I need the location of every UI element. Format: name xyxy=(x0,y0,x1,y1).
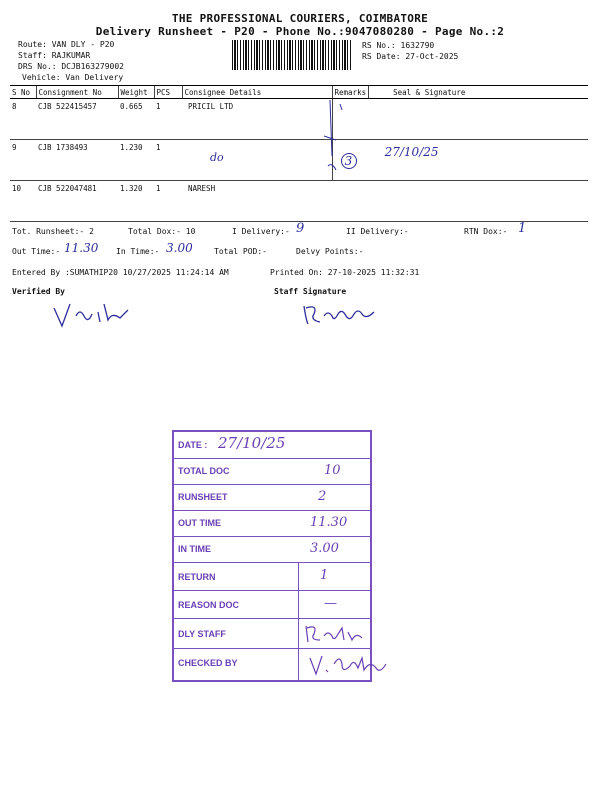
column-header: Remarks xyxy=(332,86,369,99)
runsheet-table xyxy=(10,85,588,222)
vehicle: Vehicle: Van Delivery xyxy=(22,73,124,82)
rtn-dox-handwritten: 1 xyxy=(518,221,527,236)
stamp-row xyxy=(174,562,370,591)
entered-by: Entered By :SUMATHIP20 10/27/2025 11:24:14 AM xyxy=(12,268,229,277)
column-header: Consignment No xyxy=(36,86,118,99)
cell-consignee xyxy=(182,140,332,181)
out-time: Out Time:- xyxy=(12,247,61,256)
cell-signature xyxy=(369,99,588,140)
cell-consignment: CJB 1738493 xyxy=(36,140,118,181)
stamp-row xyxy=(174,536,370,563)
verified-signature xyxy=(50,298,140,332)
cell-pcs: 1 xyxy=(154,181,182,222)
cell-sno: 9 xyxy=(10,140,36,181)
runsheet-subtitle: Delivery Runsheet - P20 - Phone No.:9047080280 - Page No.:2 xyxy=(95,25,505,38)
cell-consignee: PRICIL LTD xyxy=(182,99,332,140)
column-header: PCS xyxy=(154,86,182,99)
cell-weight: 1.230 xyxy=(118,140,154,181)
route: Route: VAN DLY - P20 xyxy=(18,40,115,49)
table-row xyxy=(10,181,588,222)
cell-signature xyxy=(369,140,588,181)
stamp-value: 10 xyxy=(324,463,341,478)
rtn-dox: RTN Dox:- xyxy=(464,227,508,236)
total-dox: Total Dox:- 10 xyxy=(128,227,196,236)
cell-consignment: CJB 522415457 xyxy=(36,99,118,140)
stamp-label: RUNSHEET xyxy=(178,492,228,502)
stamp-checked-signature xyxy=(306,650,396,680)
handwritten-signature-date: 27/10/25 xyxy=(384,145,439,159)
stamp-label: IN TIME xyxy=(178,544,211,554)
handwritten-remark: 3 xyxy=(341,153,357,169)
printed-on: Printed On: 27-10-2025 11:32:31 xyxy=(270,268,420,277)
remarks-handwriting xyxy=(318,96,378,206)
handwritten-ditto: do xyxy=(210,151,224,164)
stamp-label: RETURN xyxy=(178,572,216,582)
cell-sno: 8 xyxy=(10,99,36,140)
stamp-row xyxy=(174,458,370,485)
cell-weight: 0.665 xyxy=(118,99,154,140)
ii-delivery: II Delivery:- xyxy=(346,227,409,236)
column-header: Weight xyxy=(118,86,154,99)
stamp-row xyxy=(174,484,370,511)
cell-pcs: 1 xyxy=(154,99,182,140)
i-delivery: I Delivery:- xyxy=(232,227,290,236)
column-header: S No xyxy=(10,86,36,99)
stamp-label: REASON DOC xyxy=(178,600,240,610)
stamp-value: 2 xyxy=(318,489,327,504)
cell-weight: 1.320 xyxy=(118,181,154,222)
staff-signature xyxy=(300,300,390,328)
cell-signature xyxy=(369,181,588,222)
stamp-dly-staff-signature xyxy=(302,622,366,646)
staff-signature-label: Staff Signature xyxy=(274,287,347,296)
stamp-row xyxy=(174,648,370,680)
delvy-points: Delvy Points:- xyxy=(296,247,364,256)
cell-consignment: CJB 522047481 xyxy=(36,181,118,222)
table-row xyxy=(10,140,588,181)
stamp-date-value: 27/10/25 xyxy=(218,434,286,452)
stamp-value: — xyxy=(324,596,337,611)
stamp-date-label: DATE : xyxy=(178,440,208,450)
stamp-row xyxy=(174,618,370,649)
in-time: In Time:- xyxy=(116,247,160,256)
tot-runsheet: Tot. Runsheet:- 2 xyxy=(12,227,94,236)
verified-by-label: Verified By xyxy=(12,287,65,296)
stamp-label: OUT TIME xyxy=(178,518,221,528)
delivery-stamp xyxy=(172,430,372,682)
total-pod: Total POD:- xyxy=(214,247,267,256)
stamp-value: 3.00 xyxy=(310,541,339,556)
out-time-handwritten: 11.30 xyxy=(64,241,99,255)
stamp-date-row xyxy=(174,432,370,459)
barcode-image xyxy=(232,40,352,70)
stamp-label: DLY STAFF xyxy=(178,629,226,639)
stamp-label: CHECKED BY xyxy=(178,658,238,668)
stamp-value: 11.30 xyxy=(310,515,348,530)
stamp-row xyxy=(174,590,370,619)
cell-pcs: 1 xyxy=(154,140,182,181)
table-header xyxy=(10,86,588,99)
stamp-label: TOTAL DOC xyxy=(178,466,230,476)
in-time-handwritten: 3.00 xyxy=(166,241,193,255)
rs-no: RS No.: 1632790 xyxy=(362,41,435,50)
rs-date: RS Date: 27-Oct-2025 xyxy=(362,52,459,61)
cell-sno: 10 xyxy=(10,181,36,222)
column-header: Seal & Signature xyxy=(369,86,588,99)
column-header: Consignee Details xyxy=(182,86,332,99)
cell-consignee: NARESH xyxy=(182,181,332,222)
i-delivery-handwritten: 9 xyxy=(296,221,305,236)
company-title: THE PROFESSIONAL COURIERS, COIMBATORE xyxy=(171,12,429,25)
drs-no: DRS No.: DCJB163279002 xyxy=(18,62,124,71)
table-row xyxy=(10,99,588,140)
stamp-value: 1 xyxy=(320,568,329,583)
staff: Staff: RAJKUMAR xyxy=(18,51,91,60)
stamp-row xyxy=(174,510,370,537)
